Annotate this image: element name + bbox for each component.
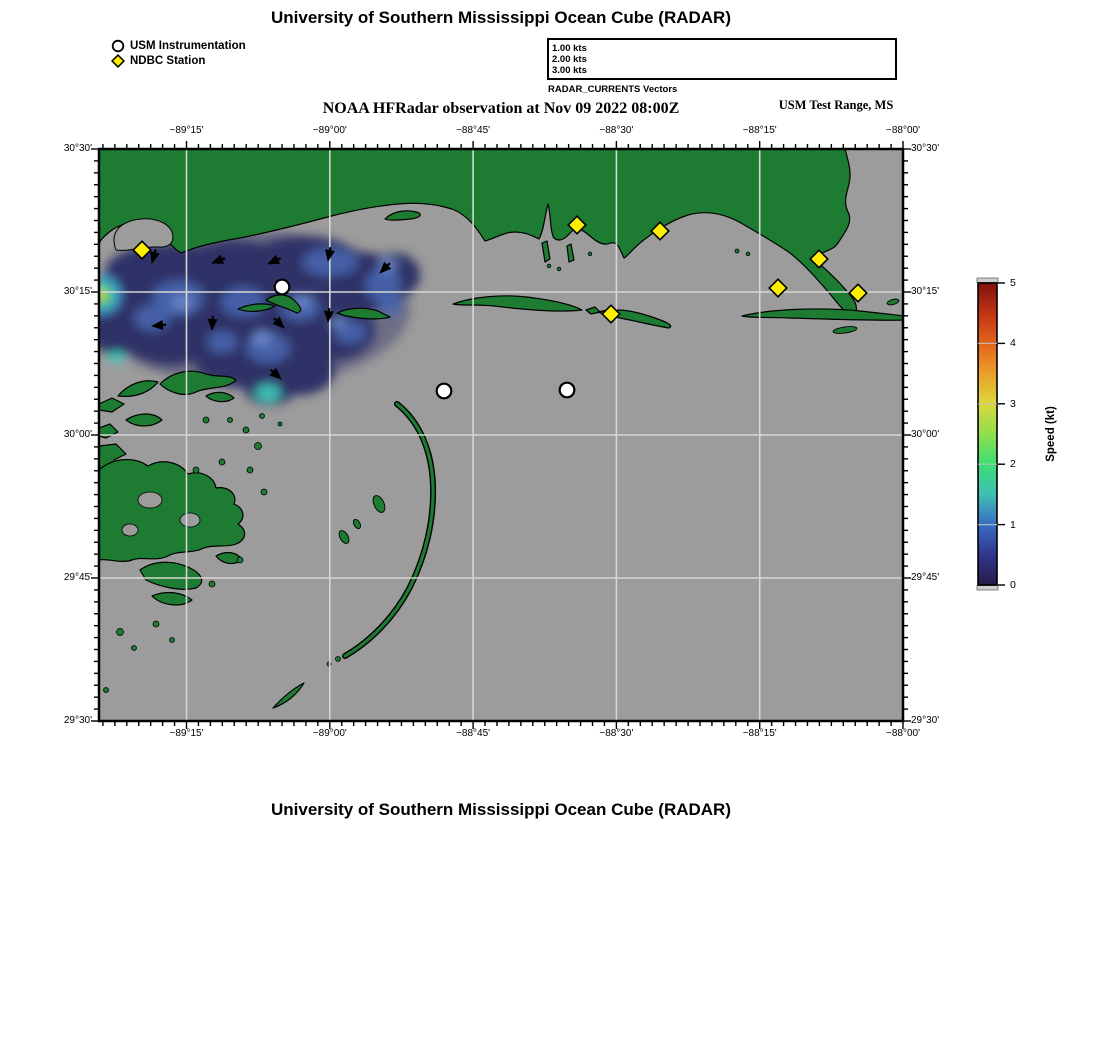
colorbar-tick-label: 5 bbox=[1010, 277, 1016, 289]
legend-item-usm bbox=[111, 39, 246, 53]
lon-tick-label-top: −88°45' bbox=[456, 125, 491, 136]
lon-tick-label-bottom: −88°15' bbox=[742, 728, 777, 739]
footer-title: University of Southern Mississippi Ocean Cube (RADAR) bbox=[270, 800, 731, 819]
range-label: USM Test Range, MS bbox=[778, 98, 894, 112]
page-title: University of Southern Mississippi Ocean Cube (RADAR) bbox=[270, 8, 731, 27]
colorbar bbox=[977, 278, 1005, 590]
lon-tick-label-top: −88°30' bbox=[599, 125, 634, 136]
lat-tick-label-right: 29°45' bbox=[911, 572, 940, 583]
lon-tick-label-top: −89°00' bbox=[312, 125, 347, 136]
lon-tick-label-top: −88°15' bbox=[742, 125, 777, 136]
colorbar-tick-label: 4 bbox=[1010, 337, 1016, 350]
lon-tick-label-top: −88°00' bbox=[886, 125, 920, 136]
observation-title: NOAA HFRadar observation at Nov 09 2022 08:00Z bbox=[322, 100, 680, 117]
ndbc-diamond-icon bbox=[111, 54, 125, 68]
legend-item-ndbc bbox=[111, 54, 205, 68]
vectors-caption: RADAR_CURRENTS Vectors bbox=[548, 84, 678, 95]
colorbar-tick-label: 2 bbox=[1010, 458, 1016, 471]
lat-tick-label-right: 30°00' bbox=[911, 429, 940, 440]
lon-tick-label-top: −89°15' bbox=[169, 125, 204, 136]
lon-tick-label-bottom: −88°30' bbox=[599, 728, 634, 739]
lon-tick-label-bottom: −89°15' bbox=[169, 728, 204, 739]
colorbar-tick-label: 0 bbox=[1010, 579, 1016, 591]
scale-2kt-label: 2.00 kts bbox=[552, 54, 587, 65]
scale-1kt-label: 1.00 kts bbox=[552, 43, 587, 54]
lat-tick-label-right: 29°30' bbox=[911, 715, 940, 726]
lat-tick-label-left: 30°00' bbox=[63, 429, 92, 440]
legend-ndbc-label: NDBC Station bbox=[130, 55, 206, 67]
lon-tick-label-bottom: −88°00' bbox=[886, 728, 920, 739]
lon-tick-label-bottom: −89°00' bbox=[312, 728, 347, 739]
lat-tick-label-left: 29°30' bbox=[63, 715, 92, 726]
lon-tick-label-bottom: −88°45' bbox=[456, 728, 491, 739]
usm-station-marker bbox=[437, 384, 452, 399]
usm-station-marker bbox=[275, 280, 290, 295]
lat-tick-label-right: 30°15' bbox=[911, 286, 940, 297]
colorbar-axis-label: Speed (kt) bbox=[1045, 406, 1057, 462]
lat-tick-label-right: 30°30' bbox=[911, 143, 940, 154]
usm-station-marker bbox=[560, 383, 575, 398]
lat-tick-label-left: 30°15' bbox=[63, 286, 92, 297]
usm-circle-icon bbox=[111, 39, 125, 53]
lat-tick-label-left: 30°30' bbox=[63, 143, 92, 154]
colorbar-tick-label: 1 bbox=[1010, 518, 1016, 531]
legend-usm-label: USM Instrumentation bbox=[130, 40, 246, 52]
scale-3kt-label: 3.00 kts bbox=[552, 65, 587, 76]
vector-scale-box bbox=[547, 38, 897, 80]
colorbar-tick-label: 3 bbox=[1010, 397, 1016, 410]
lat-tick-label-left: 29°45' bbox=[63, 572, 92, 583]
